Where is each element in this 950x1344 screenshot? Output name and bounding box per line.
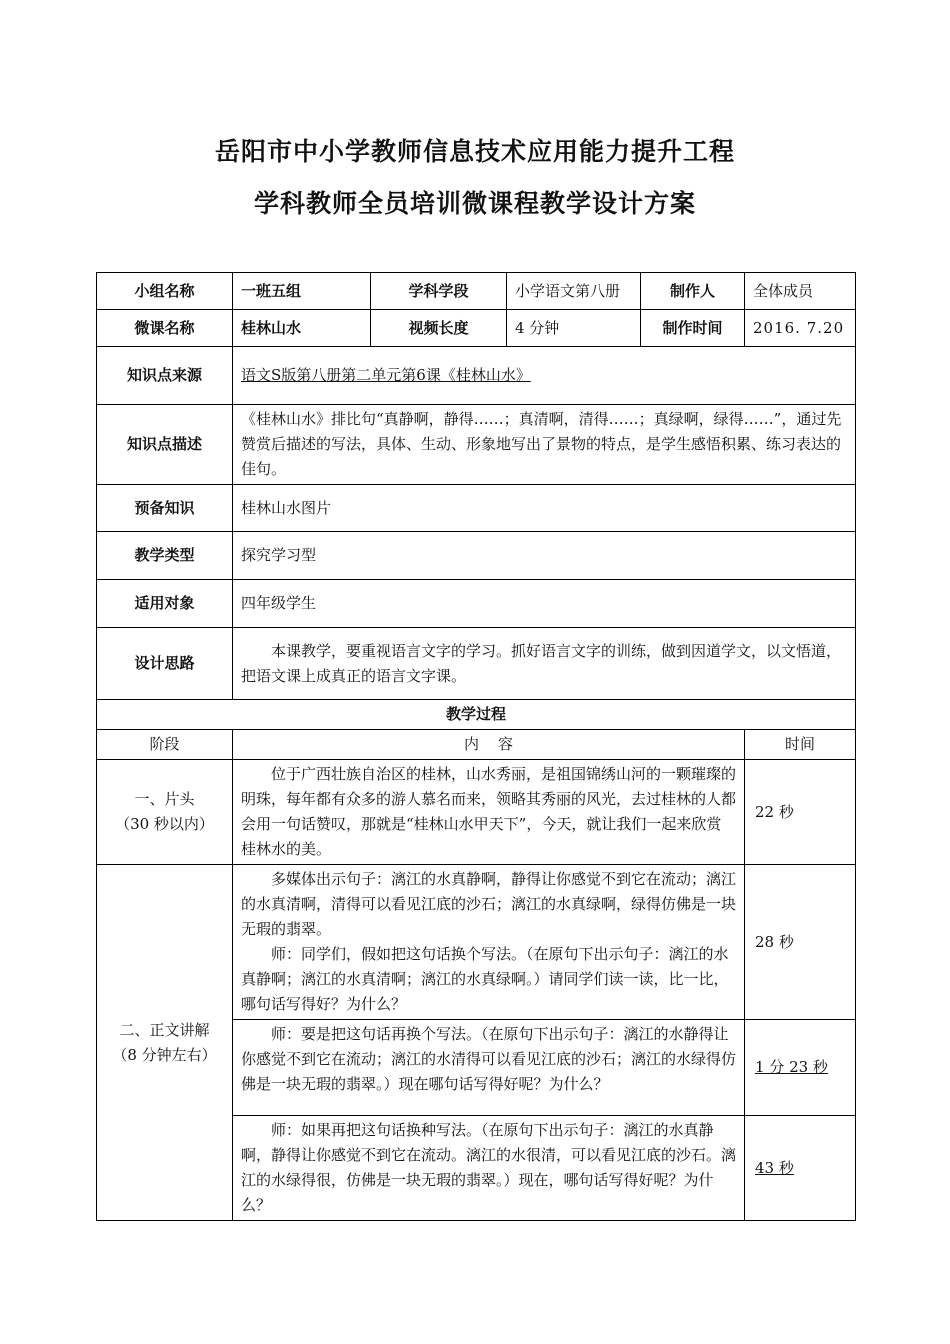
- prep-value: 桂林山水图片: [233, 485, 856, 532]
- maker-value: 全体成员: [745, 273, 856, 310]
- stage-1-cell: [97, 760, 233, 865]
- stage-1-content: 位于广西壮族自治区的桂林，山水秀丽，是祖国锦绣山河的一颗璀璨的明珠，每年都有众多的游人慕名而来，领略其秀丽的风光，去过桂林的人都会用一句话赞叹，那就是“桂林山水甲天下”，今天，就让我们一起来欣赏桂林水的美。: [233, 760, 745, 865]
- type-value: 探究学习型: [233, 532, 856, 580]
- stage-2-row-1-time: 28 秒: [745, 865, 856, 1020]
- process-heading: 教学过程: [97, 700, 856, 730]
- stage-2-cell: [97, 865, 233, 1221]
- group-label: 小组名称: [97, 273, 233, 310]
- col-time-header: 时间: [745, 730, 856, 760]
- stage-2-row-3-content: 师：如果再把这句话换种写法。（在原句下出示句子：漓江的水真静啊，静得让你感觉不到它在流动。漓江的水很清，可以看见江底的沙石。漓江的水绿得很，仿佛是一块无瑕的翡翠。）现在，哪句话写得好呢？为什么？: [233, 1116, 745, 1221]
- stage-2-name: 二、正文讲解: [119, 1020, 210, 1039]
- stage-2-row-3-time: 43 秒: [745, 1116, 856, 1221]
- prep-label: 预备知识: [97, 485, 233, 532]
- source-value: 语文S版第八册第二单元第6课《桂林山水》: [233, 347, 856, 405]
- desc-value: 《桂林山水》排比句“真静啊，静得……；真清啊，清得……；真绿啊，绿得……”，通过先赞赏后描述的写法，具体、生动、形象地写出了景物的特点，是学生感悟积累、练习表达的佳句。: [233, 405, 856, 485]
- stage-1-name: 一、片头: [134, 790, 195, 808]
- stage-2-row-2-content: 师：要是把这句话再换个写法。（在原句下出示句子：漓江的水静得让你感觉不到它在流动；漓江的水清得可以看见江底的沙石；漓江的水绿得仿佛是一块无瑕的翡翠。）现在哪句话写得好呢？为什么？: [233, 1020, 745, 1116]
- stage-2-note: （8 分钟左右）: [112, 1045, 217, 1064]
- length-value: 4 分钟: [507, 310, 641, 347]
- desc-label: 知识点描述: [97, 405, 233, 485]
- document-title-line2: 学科教师全员培训微课程教学设计方案: [253, 189, 696, 218]
- col-content-header: 内 容: [233, 730, 745, 760]
- stage-1-time: 22 秒: [745, 760, 856, 865]
- document-title-line1: 岳阳市中小学教师信息技术应用能力提升工程: [214, 137, 735, 166]
- stage-2-row-1-para-1: 多媒体出示句子：漓江的水真静啊，静得让你感觉不到它在流动；漓江的水真清啊，清得可以看见江底的沙石；漓江的水真绿啊，绿得仿佛是一块无瑕的翡翠。: [241, 870, 737, 938]
- subject-label: 学科学段: [371, 273, 507, 310]
- stage-2-row-1-content: [233, 865, 745, 1020]
- design-table: [96, 272, 856, 1221]
- type-label: 教学类型: [97, 532, 233, 580]
- course-label: 微课名称: [97, 310, 233, 347]
- target-value: 四年级学生: [233, 580, 856, 628]
- date-label: 制作时间: [641, 310, 745, 347]
- course-value: 桂林山水: [233, 310, 371, 347]
- subject-value: 小学语文第八册: [507, 273, 641, 310]
- col-stage-header: 阶段: [97, 730, 233, 760]
- design-value: 本课教学，要重视语言文字的学习。抓好语言文字的训练，做到因道学文，以文悟道，把语文课上成真正的语言文字课。: [233, 628, 856, 700]
- group-value: 一班五组: [233, 273, 371, 310]
- target-label: 适用对象: [97, 580, 233, 628]
- design-label: 设计思路: [97, 628, 233, 700]
- length-label: 视频长度: [371, 310, 507, 347]
- stage-2-row-1-para-2: 师：同学们，假如把这句话换个写法。（在原句下出示句子：漓江的水真静啊；漓江的水真清啊；漓江的水真绿啊。）请同学们读一读，比一比，哪句话写得好？为什么？: [241, 945, 729, 1013]
- date-value: 2016. 7.20: [745, 310, 856, 347]
- maker-label: 制作人: [641, 273, 745, 310]
- source-label: 知识点来源: [97, 347, 233, 405]
- stage-2-row-2-time: 1 分 23 秒: [745, 1020, 856, 1116]
- stage-1-note: （30 秒以内）: [115, 815, 214, 833]
